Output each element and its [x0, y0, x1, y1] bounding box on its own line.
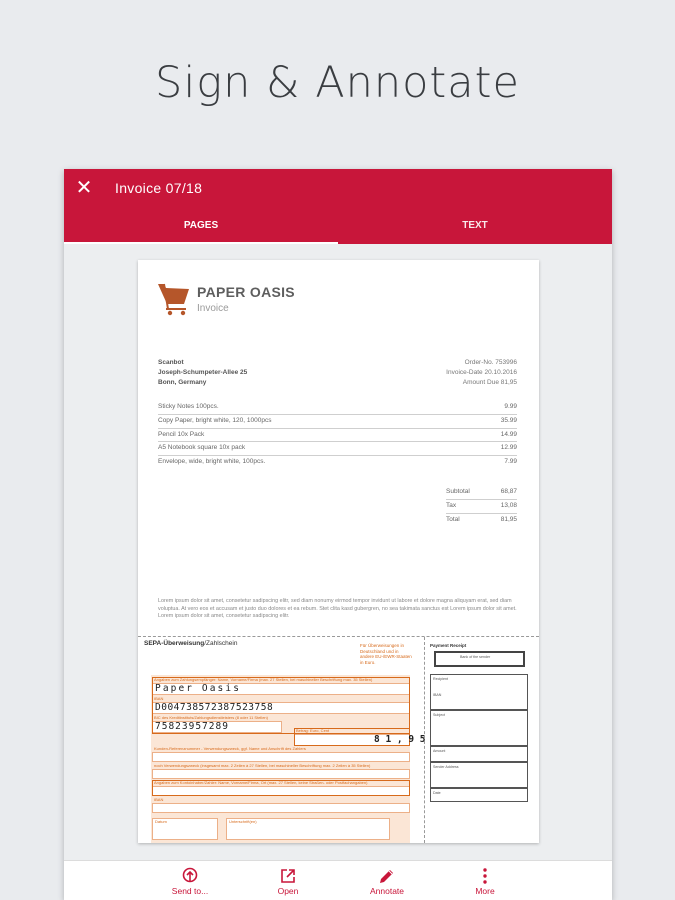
- list-item: [158, 401, 517, 415]
- invoice-date: Invoice-Date 20.10.2016: [446, 369, 517, 376]
- item-name: Envelope, wide, bright white, 100pcs.: [158, 458, 266, 466]
- document-type: Invoice: [197, 303, 229, 314]
- total-label: Total: [446, 516, 460, 523]
- item-name: A5 Notebook square 10x pack: [158, 444, 246, 452]
- more-label: More: [475, 886, 495, 896]
- receipt-field-date[interactable]: [430, 788, 528, 802]
- total-label: Subtotal: [446, 488, 470, 495]
- invoice-meta: [446, 358, 517, 388]
- purpose-field[interactable]: [152, 769, 410, 779]
- close-icon[interactable]: ✕: [75, 177, 93, 199]
- receipt-field-subject[interactable]: [430, 710, 528, 746]
- receipt-field-label: Sender Address: [433, 765, 459, 769]
- amount-due: Amount Due 81,95: [462, 379, 517, 386]
- company-name: PAPER OASIS: [197, 284, 295, 300]
- app-window: [64, 169, 612, 900]
- form-title-rest: /Zahlschein: [204, 640, 238, 647]
- footer-note: Lorem ipsum dolor sit amet, consetetur sadipscing elitr, sed diam nonumy eirmod tempor invidunt ut labore et dolore magna aliquyam erat, sed diam voluptua. At vero eos et accusam et justo duo dolores et ea rebum. Stet clita kasd gubergren, no sea takimata sanctus est Lorem ipsum dolor sit amet. Lorem ipsum dolor sit amet, consetetur sadipscing elitr.: [158, 598, 517, 620]
- receipt-field-recipient[interactable]: [430, 674, 528, 710]
- send-to-button[interactable]: [150, 861, 230, 900]
- line-items: [158, 401, 517, 470]
- pencil-icon: [378, 867, 396, 885]
- stamp-label: Bank of the sender: [460, 655, 491, 659]
- receipt-field-label: Recipient: [433, 677, 448, 681]
- amount-value: 8 1 , 9 5: [374, 734, 426, 745]
- totals-table: [446, 486, 517, 528]
- tab-pages-label: PAGES: [183, 220, 219, 231]
- order-number: Order-No. 753996: [464, 359, 517, 366]
- tab-pages[interactable]: [64, 213, 338, 244]
- item-price: 14.99: [500, 430, 517, 438]
- bank-stamp-box: [434, 651, 525, 667]
- recipient-block-highlight: [152, 677, 410, 734]
- payer-label: Angaben zum Kontoinhaber/Zahler: Name, Vorname/Firma, Ort (max. 27 Stellen, keine Straßen- oder Postfachangaben): [154, 780, 368, 785]
- open-button[interactable]: [248, 861, 328, 900]
- iban-value: D004738572387523758: [155, 702, 274, 713]
- shopping-cart-icon: [158, 282, 190, 316]
- total-row: [446, 514, 517, 528]
- app-bar: [64, 169, 612, 244]
- form-note: Für Überweisungen in Deutschland und in andere EU-/EWR-Staaten in Euro.: [360, 643, 412, 665]
- total-value: 13,08: [500, 502, 517, 509]
- payer-iban-field[interactable]: [152, 803, 410, 813]
- action-bar: [64, 860, 612, 900]
- receipt-field-label: Subject: [433, 713, 445, 717]
- amount-label: Betrag: Euro, Cent: [296, 728, 330, 733]
- form-title-bold: SEPA-Überweisung: [144, 640, 205, 647]
- total-value: 68,87: [500, 488, 517, 495]
- item-price: 12.99: [500, 444, 517, 452]
- tab-text-label: TEXT: [462, 220, 488, 231]
- bic-label: BIC des Kreditinstituts/Zahlungsdienstleisters (8 oder 11 Stellen): [154, 715, 268, 720]
- item-price: 9.99: [504, 403, 517, 410]
- form-title: [144, 640, 237, 647]
- open-label: Open: [277, 886, 299, 896]
- receipt-field-sender-address[interactable]: [430, 762, 528, 788]
- address-line: Scanbot: [158, 359, 184, 366]
- receipt-title: Payment Receipt: [430, 643, 467, 648]
- more-vertical-icon: [476, 867, 494, 885]
- reference-field[interactable]: [152, 752, 410, 762]
- address-line: Bonn, Germany: [158, 379, 207, 386]
- recipient-value: Paper Oasis: [155, 683, 242, 694]
- date-label: Datum: [155, 819, 167, 824]
- subtotal-row: [446, 486, 517, 500]
- sender-address: [158, 358, 247, 388]
- tab-active-indicator: [64, 242, 338, 244]
- item-price: 7.99: [504, 458, 517, 466]
- send-to-label: Send to...: [171, 886, 209, 896]
- address-line: Joseph-Schumpeter-Allee 25: [158, 369, 248, 376]
- document-title: Invoice 07/18: [115, 180, 203, 196]
- sepa-transfer-form: [138, 637, 424, 843]
- annotate-label: Annotate: [369, 886, 405, 896]
- bic-value: 75823957289: [155, 721, 229, 732]
- document-page[interactable]: [138, 260, 539, 843]
- purpose-label: noch Verwendungszweck (insgesamt max. 2 Zeilen à 27 Stellen, bei maschineller Beschriftung max. 2 Zeilen à 35 Stellen): [154, 763, 371, 768]
- tab-text[interactable]: [338, 213, 612, 244]
- receipt-field-label: IBAN: [433, 693, 442, 697]
- more-button[interactable]: [445, 861, 525, 900]
- receipt-field-label: Amount: [433, 749, 446, 753]
- receipt-field-amount[interactable]: [430, 746, 528, 762]
- recipient-label: Angaben zum Zahlungsempfänger: Name, Vorname/Firma (max. 27 Stellen, bei maschineller Beschriftung max. 35 Stellen): [154, 677, 373, 682]
- payer-highlight: [152, 780, 410, 796]
- list-item: [158, 415, 517, 429]
- total-value: 81,95: [500, 516, 517, 523]
- reference-label: Kunden-Referenznummer - Verwendungszweck, ggf. Name und Anschrift des Zahlers: [154, 746, 306, 751]
- item-name: Copy Paper, bright white, 120, 1000pcs: [158, 416, 272, 424]
- item-name: Pencil 10x Pack: [158, 430, 205, 438]
- item-name: Sticky Notes 100pcs.: [158, 403, 219, 410]
- open-external-icon: [279, 867, 297, 885]
- tax-row: [446, 500, 517, 514]
- item-price: 35.99: [500, 416, 517, 424]
- send-to-icon: [181, 867, 199, 885]
- list-item: [158, 429, 517, 443]
- annotate-button[interactable]: [347, 861, 427, 900]
- headline: Sign & Annotate: [155, 58, 520, 108]
- receipt-field-label: Date: [433, 791, 441, 795]
- total-label: Tax: [446, 502, 457, 509]
- iban-label: IBAN: [154, 696, 164, 701]
- receipt-perforation: [424, 637, 425, 843]
- list-item: [158, 456, 517, 470]
- list-item: [158, 442, 517, 456]
- payment-receipt: [427, 637, 539, 843]
- signature-label: Unterschrift(en): [229, 819, 257, 824]
- payer-iban-label: IBAN: [154, 797, 164, 802]
